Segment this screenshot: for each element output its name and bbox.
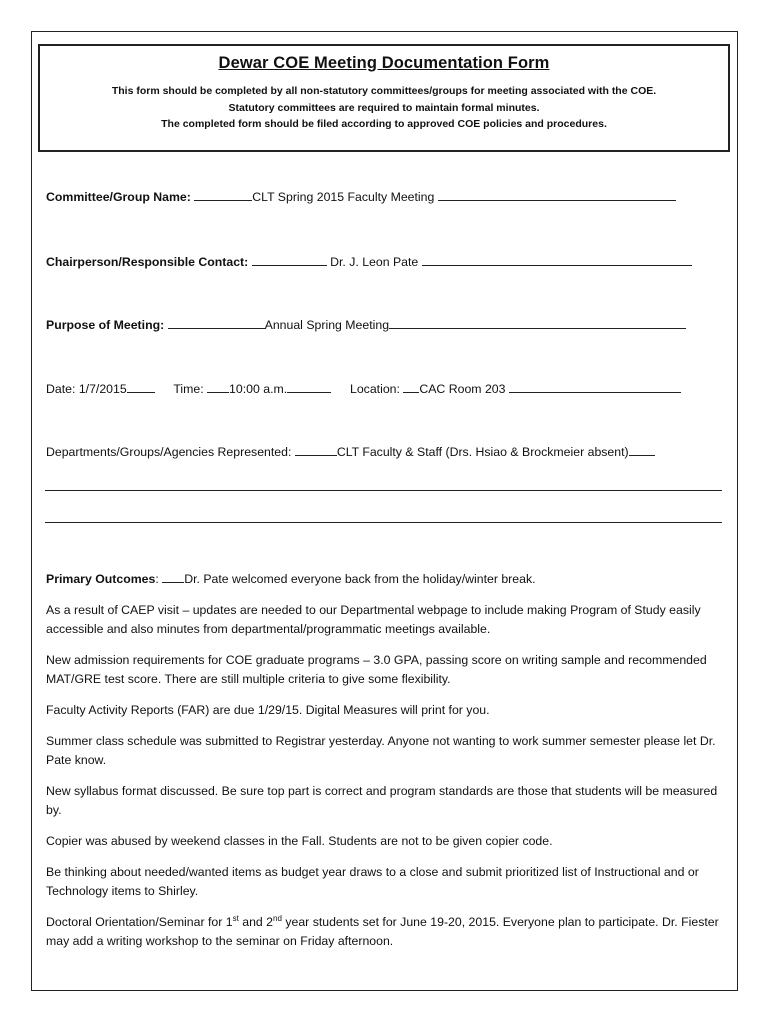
- primary-outcomes: [46, 570, 726, 963]
- outcomes-label: Primary Outcomes: [46, 572, 156, 586]
- location-value[interactable]: CAC Room 203: [419, 382, 506, 396]
- ordinal-suffix: st: [232, 913, 239, 923]
- blank-rule: [45, 522, 722, 523]
- outcome-item: New admission requirements for COE graduate programs – 3.0 GPA, passing score on writing sample and recommended MAT/GRE test score. There are still multiple criteria to give some flexibility.: [46, 653, 707, 686]
- outcome-item: Summer class schedule was submitted to Registrar yesterday. Anyone not wanting to work summer semester please let Dr. Pate know.: [46, 734, 716, 767]
- location-label: Location:: [350, 382, 400, 396]
- committee-row: [46, 189, 726, 204]
- committee-label: Committee/Group Name:: [46, 190, 191, 204]
- time-label: Time:: [173, 382, 204, 396]
- chair-value[interactable]: Dr. J. Leon Pate: [330, 255, 419, 269]
- outcome-item: As a result of CAEP visit – updates are needed to our Departmental webpage to include making Program of Study easily accessible and also minutes from departmental/programmatic meetings available.: [46, 603, 701, 636]
- form-title: Dewar COE Meeting Documentation Form: [218, 54, 550, 72]
- blank-line: [168, 317, 265, 329]
- outcome-text: Doctoral Orientation/Seminar for 1: [46, 915, 233, 929]
- outcome-text: and 2: [238, 915, 274, 929]
- form-header: [38, 44, 730, 152]
- purpose-label: Purpose of Meeting:: [46, 318, 165, 332]
- purpose-row: [46, 317, 726, 332]
- blank-line: [127, 381, 155, 393]
- blank-line: [629, 444, 655, 456]
- blank-line: [207, 381, 229, 393]
- outcome-item: Be thinking about needed/wanted items as budget year draws to a close and submit prioritized list of Instructional and or Technology items to Shirley.: [46, 865, 699, 898]
- departments-label: Departments/Groups/Agencies Represented:: [46, 445, 292, 459]
- outcome-item: Faculty Activity Reports (FAR) are due 1/29/15. Digital Measures will print for you.: [46, 703, 490, 717]
- blank-line: [403, 381, 419, 393]
- blank-line: [389, 317, 686, 329]
- outcome-item: New syllabus format discussed. Be sure top part is correct and program standards are those that students will be measured by.: [46, 784, 718, 817]
- outcome-text: Dr. Pate welcomed everyone back from the holiday/winter break.: [184, 572, 536, 586]
- departments-row: [46, 444, 726, 459]
- date-label: Date:: [46, 382, 76, 396]
- blank-line: [295, 444, 337, 456]
- date-value[interactable]: 1/7/2015: [78, 382, 127, 396]
- outcome-item: Copier was abused by weekend classes in the Fall. Students are not to be given copier code.: [46, 834, 553, 848]
- instruction-line: This form should be completed by all non-statutory committees/groups for meeting associated with the COE.: [111, 85, 657, 97]
- chair-label: Chairperson/Responsible Contact:: [46, 255, 249, 269]
- blank-line: [422, 254, 692, 266]
- committee-value[interactable]: CLT Spring 2015 Faculty Meeting: [252, 190, 435, 204]
- departments-value[interactable]: CLT Faculty & Staff (Drs. Hsiao & Brockmeier absent): [336, 445, 629, 459]
- blank-line: [438, 189, 676, 201]
- outcome-item: Primary Outcomes: Dr. Pate welcomed everyone back from the holiday/winter break.: [46, 572, 536, 586]
- outcome-text: year students set for June 19-20, 2015. Everyone plan to participate. Dr. Fiester may add a writing workshop to the seminar on Friday afternoon.: [46, 915, 719, 948]
- blank-line: [194, 189, 252, 201]
- chair-row: [46, 254, 726, 269]
- datetime-row: [46, 381, 726, 396]
- purpose-value[interactable]: Annual Spring Meeting: [264, 318, 390, 332]
- outcome-item: [46, 913, 726, 951]
- blank-rule: [45, 490, 722, 491]
- blank-line: [252, 254, 327, 266]
- instruction-line: The completed form should be filed according to approved COE policies and procedures.: [161, 118, 607, 130]
- instruction-line: Statutory committees are required to maintain formal minutes.: [228, 101, 540, 114]
- form-instructions: [40, 83, 728, 133]
- blank-line: [162, 571, 184, 583]
- ordinal-suffix: nd: [273, 913, 282, 923]
- blank-line: [509, 381, 681, 393]
- time-value[interactable]: 10:00 a.m.: [229, 382, 288, 396]
- blank-line: [287, 381, 331, 393]
